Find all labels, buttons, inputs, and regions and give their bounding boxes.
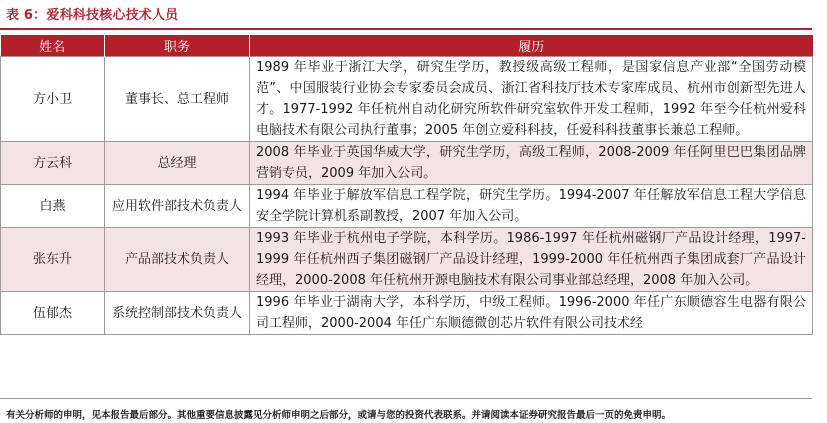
person-name: 方小卫 (1, 57, 105, 142)
person-resume: 1996 年毕业于湖南大学，本科学历，中级工程师。1996-2000 年任广东顺德容生电器有限公司工程师，2000-2004 年任广东顺德微创芯片软件有限公司技术经 (250, 292, 813, 335)
table-row (1, 57, 813, 142)
person-role: 系统控制部技术负责人 (105, 292, 250, 335)
person-name: 伍郁杰 (1, 292, 105, 335)
header-resume: 履历 (250, 35, 813, 57)
core-staff-table (0, 35, 813, 335)
table-row (1, 185, 813, 228)
person-name: 方云科 (1, 142, 105, 185)
footer-rule (0, 398, 812, 399)
person-resume: 1989 年毕业于浙江大学，研究生学历，教授级高级工程师，是国家信息产业部“全国劳动模范”、中国服装行业协会专家委员会成员、浙江省科技厅技术专家库成员、杭州市创新型先进人才。1977-1992 年任杭州自动化研究所软件研究室软件开发工程师，1992 年至今任杭州爱科电脑技术有限公司执行董事；2005 年创立爱科科技，任爱科科技董事长兼总工程师。 (250, 57, 813, 142)
person-role: 总经理 (105, 142, 250, 185)
person-resume: 1994 年毕业于解放军信息工程学院，研究生学历。1994-2007 年任解放军信息工程大学信息安全学院计算机系副教授，2007 年加入公司。 (250, 185, 813, 228)
person-role: 应用软件部技术负责人 (105, 185, 250, 228)
person-resume: 2008 年毕业于英国华威大学，研究生学历，高级工程师，2008-2009 年任阿里巴巴集团品牌营销专员，2009 年加入公司。 (250, 142, 813, 185)
person-role: 产品部技术负责人 (105, 228, 250, 292)
table-caption: 表 6：爱科科技核心技术人员 (6, 8, 179, 23)
disclaimer-text: 有关分析师的申明，见本报告最后部分。其他重要信息披露见分析师申明之后部分，或请与您的投资代表联系。并请阅读本证券研究报告最后一页的免责申明。 (6, 410, 672, 421)
table-row (1, 292, 813, 335)
header-name: 姓名 (1, 35, 105, 57)
header-role: 职务 (105, 35, 250, 57)
header-row (1, 35, 813, 57)
person-role: 董事长、总工程师 (105, 57, 250, 142)
table-row (1, 142, 813, 185)
person-resume: 1993 年毕业于杭州电子学院，本科学历。1986-1997 年任杭州磁钢厂产品设计经理，1997-1999 年任杭州西子集团磁钢厂产品设计经理，1999-2000 年任杭州西子集团成套厂产品设计经理，2000-2008 年任杭州开源电脑技术有限公司事业部总经理，2008 年加入公司。 (250, 228, 813, 292)
caption-rule (0, 28, 812, 30)
table-row (1, 228, 813, 292)
person-name: 白燕 (1, 185, 105, 228)
person-name: 张东升 (1, 228, 105, 292)
